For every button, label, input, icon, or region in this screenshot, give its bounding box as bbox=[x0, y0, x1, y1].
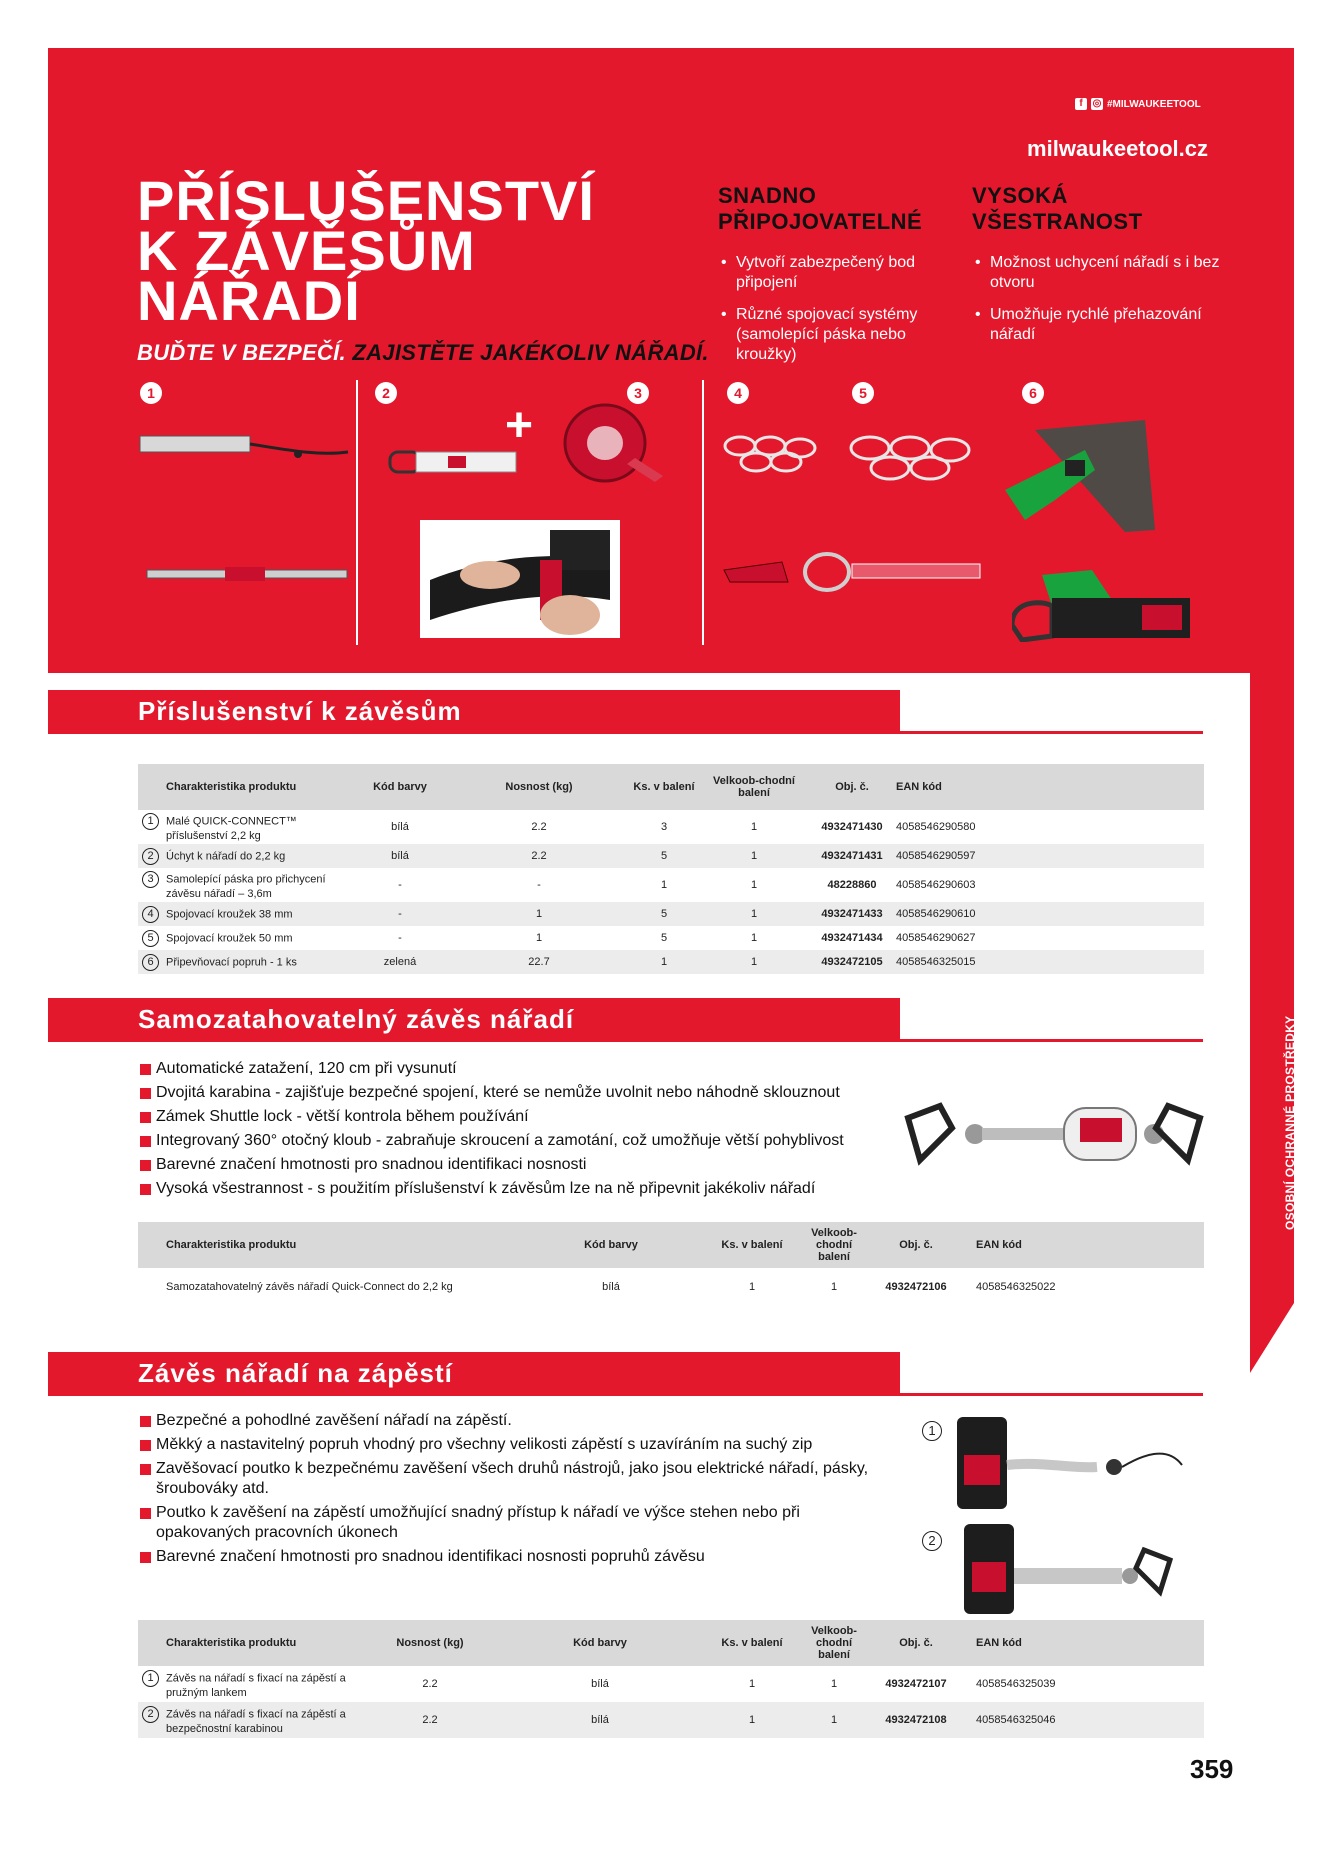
pack-qty: 3 bbox=[660, 821, 668, 833]
page-number: 359 bbox=[1190, 1754, 1234, 1784]
load-capacity: 1 bbox=[450, 902, 628, 926]
image-number: 2 bbox=[922, 1531, 942, 1551]
ean-code: 4058546290597 bbox=[896, 844, 1204, 868]
section-header bbox=[48, 998, 900, 1040]
column-header: EAN kód bbox=[896, 764, 1204, 810]
pack-qty: 1 bbox=[748, 1281, 756, 1293]
feature-easy-connect bbox=[718, 183, 958, 377]
product-name: Úchyt k nářadí do 2,2 kg bbox=[166, 849, 286, 862]
knife-lanyard-image bbox=[722, 548, 984, 598]
divider bbox=[356, 380, 358, 645]
column-header: Velkoob-chodní balení bbox=[800, 1222, 868, 1268]
feature-title: VŠESTRANOST bbox=[972, 209, 1143, 234]
feature-item: • Umožňuje rychlé přehazování nářadí bbox=[972, 305, 1222, 345]
bulk-pack: 1 bbox=[830, 1678, 838, 1690]
color-code: zelená bbox=[350, 950, 450, 974]
product-number: 2 bbox=[375, 382, 397, 404]
color-code: - bbox=[398, 879, 402, 891]
column-header: Nosnost (kg) bbox=[364, 1620, 496, 1666]
column-header: Obj. č. bbox=[868, 1222, 964, 1268]
side-label: OSOBNÍ OCHRANNÉ PROSTŘEDKY bbox=[1283, 1015, 1297, 1230]
product-number: 5 bbox=[852, 382, 874, 404]
product-name: Závěs na nářadí s fixací na zápěstí a bezpečnostní karabinou bbox=[166, 1707, 346, 1735]
column-header: Charakteristika produktu bbox=[138, 764, 350, 810]
product-number: 1 bbox=[140, 382, 162, 404]
row-number: 4 bbox=[142, 906, 159, 923]
bullet-item: Barevné značení hmotnosti pro snadnou identifikaci nosnosti popruhů závěsu bbox=[140, 1547, 875, 1567]
column-header: Ks. v balení bbox=[628, 764, 700, 810]
strap-on-pipe-image bbox=[1005, 420, 1155, 532]
section-title: Samozatahovatelný závěs nářadí bbox=[138, 1004, 575, 1034]
product-name: Spojovací kroužek 38 mm bbox=[166, 907, 293, 920]
order-number: 4932471433 bbox=[808, 902, 896, 926]
bullet-item: Integrovaný 360° otočný kloub - zabraňuje skroucení a zamotání, což umožňuje větší pohyblivost bbox=[140, 1131, 900, 1151]
ean-code: 4058546290610 bbox=[896, 902, 1204, 926]
bulk-pack: 1 bbox=[800, 1702, 868, 1738]
row-number: 2 bbox=[142, 1706, 159, 1723]
order-number: 4932472108 bbox=[868, 1702, 964, 1738]
table-row bbox=[138, 1666, 1204, 1702]
load-capacity: 22.7 bbox=[450, 950, 628, 974]
color-code: bílá bbox=[496, 1702, 704, 1738]
bullet-item: Automatické zatažení, 120 cm při vysunutí bbox=[140, 1059, 900, 1079]
feature-item: • Možnost uchycení nářadí s i bez otvoru bbox=[972, 253, 1222, 293]
section-rule bbox=[48, 731, 1203, 734]
color-code: bílá bbox=[591, 1678, 609, 1690]
social-bar bbox=[1075, 98, 1201, 110]
column-header: Kód barvy bbox=[518, 1222, 704, 1268]
order-number: 4932471430 bbox=[821, 821, 883, 833]
page-title bbox=[137, 169, 707, 332]
product-name: Závěs na nářadí s fixací na zápěstí a pružným lankem bbox=[166, 1671, 346, 1699]
bullet-item: Měkký a nastavitelný popruh vhodný pro všechny velikosti zápěstí s uzavíráním na suchý zip bbox=[140, 1435, 875, 1455]
accessories-table bbox=[138, 764, 1204, 974]
table-row bbox=[138, 926, 1204, 950]
feature-item: • Různé spojovací systémy (samolepící páska nebo kroužky) bbox=[718, 305, 958, 365]
pack-qty: 1 bbox=[628, 950, 700, 974]
table-row bbox=[138, 902, 1204, 926]
load-capacity: 2.2 bbox=[364, 1702, 496, 1738]
load-capacity: 2.2 bbox=[450, 844, 628, 868]
tape-roll-image bbox=[555, 398, 665, 483]
product-name: Spojovací kroužek 50 mm bbox=[166, 931, 293, 944]
title-line: PŘÍSLUŠENSTVÍ bbox=[137, 169, 595, 232]
bulk-pack: 1 bbox=[700, 902, 808, 926]
column-header: Kód barvy bbox=[350, 764, 450, 810]
ean-code: 4058546325039 bbox=[976, 1678, 1056, 1690]
order-number: 4932472107 bbox=[885, 1678, 947, 1690]
slogan-black: ZAJISTĚTE JAKÉKOLIV NÁŘADÍ. bbox=[352, 340, 709, 365]
order-number: 4932472106 bbox=[885, 1281, 947, 1293]
product-name: Malé QUICK-CONNECT™ příslušenství 2,2 kg bbox=[166, 814, 297, 842]
feature-list bbox=[140, 1411, 875, 1571]
quick-connect-image bbox=[138, 430, 353, 470]
table-row bbox=[138, 950, 1204, 974]
row-number: 2 bbox=[142, 848, 159, 865]
color-code: bílá bbox=[602, 1281, 620, 1293]
order-number: 48228860 bbox=[827, 879, 877, 891]
feature-list bbox=[140, 1059, 900, 1203]
ean-code: 4058546290580 bbox=[896, 821, 976, 833]
tool-attach-image bbox=[388, 448, 520, 476]
section-rule bbox=[48, 1393, 1203, 1396]
hashtag: #MILWAUKEETOOL bbox=[1107, 98, 1201, 110]
bullet-item: Vysoká všestrannost - s použitím příslušenství k závěsům lze na ně připevnit jakékoliv nářadí bbox=[140, 1179, 900, 1199]
bulk-pack: 1 bbox=[750, 879, 758, 891]
bullet-item: Zavěšovací poutko k bezpečnému zavěšení všech druhů nástrojů, jako jsou elektrické nářadí, pásky, šroubováky atd. bbox=[140, 1459, 875, 1499]
pack-qty: 5 bbox=[628, 844, 700, 868]
color-code: - bbox=[350, 902, 450, 926]
section-title: Závěs nářadí na zápěstí bbox=[138, 1358, 453, 1388]
load-capacity: 1 bbox=[535, 932, 543, 944]
ean-code: 4058546325046 bbox=[964, 1702, 1204, 1738]
order-number: 4932471431 bbox=[808, 844, 896, 868]
pack-qty: 1 bbox=[704, 1702, 800, 1738]
pack-qty: 1 bbox=[660, 879, 668, 891]
bulk-pack: 1 bbox=[700, 950, 808, 974]
color-code: bílá bbox=[391, 821, 409, 833]
slogan-white: BUĎTE V BEZPEČÍ. bbox=[137, 340, 346, 365]
wrist-lanyard-coil-image bbox=[952, 1415, 1192, 1515]
title-line: K ZÁVĚSŮM bbox=[137, 219, 476, 282]
column-header: Charakteristika produktu bbox=[138, 1222, 518, 1268]
section-header bbox=[48, 1352, 900, 1394]
load-capacity: 2.2 bbox=[422, 1678, 438, 1690]
bulk-pack: 1 bbox=[750, 932, 758, 944]
row-number: 5 bbox=[142, 930, 159, 947]
row-number: 1 bbox=[142, 1670, 159, 1687]
load-capacity: 2.2 bbox=[531, 821, 547, 833]
website-link[interactable]: milwaukeetool.cz bbox=[1027, 136, 1208, 161]
table-row bbox=[138, 844, 1204, 868]
plus-icon: + bbox=[505, 399, 534, 452]
bullet-item: Poutko k zavěšení na zápěstí umožňující snadný přístup k nářadí ve výšce stehen nebo při opakovaných pracovních úkonech bbox=[140, 1503, 875, 1543]
load-capacity: - bbox=[537, 879, 541, 891]
column-header: EAN kód bbox=[964, 1620, 1204, 1666]
table-row bbox=[138, 868, 1204, 902]
column-header: Obj. č. bbox=[868, 1620, 964, 1666]
table-row bbox=[138, 1268, 1204, 1306]
retractable-lanyard-image bbox=[900, 1098, 1210, 1168]
row-number: 3 bbox=[142, 871, 159, 888]
product-name: Připevňovací popruh - 1 ks bbox=[166, 955, 297, 968]
tape-application-image bbox=[420, 520, 620, 638]
ean-code: 4058546325022 bbox=[976, 1281, 1056, 1293]
ean-code: 4058546290603 bbox=[896, 879, 976, 891]
quick-connect-small-image bbox=[145, 564, 355, 586]
product-number: 4 bbox=[727, 382, 749, 404]
column-header: Kód barvy bbox=[496, 1620, 704, 1666]
title-line: NÁŘADÍ bbox=[137, 269, 361, 332]
pack-qty: 5 bbox=[660, 932, 668, 944]
bulk-pack: 1 bbox=[750, 821, 758, 833]
facebook-icon[interactable]: f bbox=[1075, 98, 1087, 110]
column-header: Obj. č. bbox=[808, 764, 896, 810]
feature-item: • Vytvoří zabezpečený bod připojení bbox=[718, 253, 958, 293]
row-number: 1 bbox=[142, 813, 159, 830]
column-header: Ks. v balení bbox=[704, 1222, 800, 1268]
instagram-icon[interactable]: ◎ bbox=[1092, 98, 1102, 109]
column-header: Ks. v balení bbox=[704, 1620, 800, 1666]
order-number: 4932472105 bbox=[808, 950, 896, 974]
table-row bbox=[138, 810, 1204, 844]
table-row bbox=[138, 1702, 1204, 1738]
bulk-pack: 1 bbox=[700, 844, 808, 868]
bullet-item: Bezpečné a pohodlné zavěšení nářadí na zápěstí. bbox=[140, 1411, 875, 1431]
product-name: Samolepící páska pro přichycení závěsu nářadí – 3,6m bbox=[166, 872, 326, 900]
column-header: Velkoob-chodní balení bbox=[800, 1620, 868, 1666]
color-code: bílá bbox=[350, 844, 450, 868]
retractable-table bbox=[138, 1222, 1204, 1306]
column-header: EAN kód bbox=[964, 1222, 1204, 1268]
row-number: 6 bbox=[142, 954, 159, 971]
slogan bbox=[137, 340, 709, 366]
split-rings-38-image bbox=[722, 432, 822, 474]
section-header bbox=[48, 690, 900, 732]
image-number: 1 bbox=[922, 1421, 942, 1441]
feature-title: PŘIPOJOVATELNÉ bbox=[718, 209, 923, 234]
column-header: Charakteristika produktu bbox=[138, 1620, 364, 1666]
column-header: Nosnost (kg) bbox=[450, 764, 628, 810]
bullet-item: Barevné značení hmotnosti pro snadnou identifikaci nosnosti bbox=[140, 1155, 900, 1175]
wrist-table bbox=[138, 1620, 1204, 1738]
pack-qty: 5 bbox=[628, 902, 700, 926]
bulk-pack: 1 bbox=[830, 1281, 838, 1293]
green-strap-image bbox=[1012, 570, 1192, 642]
pack-qty: 1 bbox=[748, 1678, 756, 1690]
column-header: Velkoob-chodní balení bbox=[700, 764, 808, 810]
wrist-lanyard-carabiner-image bbox=[952, 1520, 1182, 1618]
product-number: 3 bbox=[627, 382, 649, 404]
section-title: Příslušenství k závěsům bbox=[138, 696, 462, 726]
feature-title: VYSOKÁ bbox=[972, 183, 1068, 208]
divider bbox=[702, 380, 704, 645]
product-name: Samozatahovatelný závěs nářadí Quick-Connect do 2,2 kg bbox=[166, 1281, 453, 1293]
order-number: 4932471434 bbox=[821, 932, 883, 944]
bullet-item: Dvojitá karabina - zajišťuje bezpečné spojení, které se nemůže uvolnit nebo náhodně sklouznout bbox=[140, 1083, 900, 1103]
ean-code: 4058546290627 bbox=[896, 932, 976, 944]
split-rings-50-image bbox=[848, 432, 978, 484]
ean-code: 4058546325015 bbox=[896, 950, 1204, 974]
bullet-item: Zámek Shuttle lock - větší kontrola během používání bbox=[140, 1107, 900, 1127]
feature-title: SNADNO bbox=[718, 183, 817, 208]
section-rule bbox=[48, 1039, 1203, 1042]
feature-versatility bbox=[972, 183, 1222, 357]
product-number: 6 bbox=[1022, 382, 1044, 404]
color-code: - bbox=[398, 932, 402, 944]
